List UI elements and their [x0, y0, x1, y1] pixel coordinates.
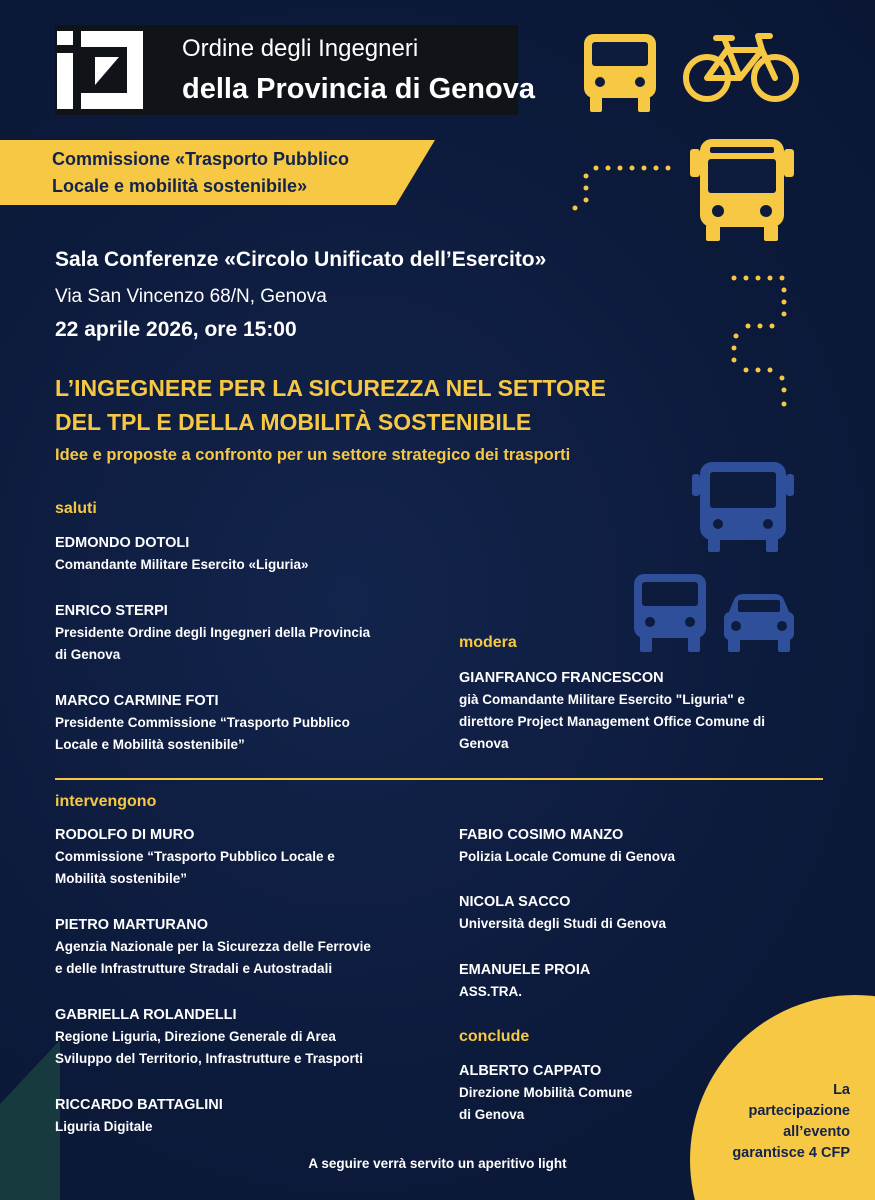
car-front-icon [720, 590, 798, 658]
section-label-intervengono: intervengono [55, 793, 157, 810]
speaker-name: RICCARDO BATTAGLINI [55, 1097, 223, 1113]
speaker-role: Polizia Locale Comune di Genova [459, 849, 676, 864]
speaker-role: di Genova [55, 647, 121, 662]
section-label-saluti: saluti [55, 500, 97, 517]
venue-title: Sala Conferenze «Circolo Unificato dell’Esercito» [55, 248, 547, 271]
section-label-modera: modera [459, 634, 517, 651]
speaker-role: Regione Liguria, Direzione Generale di Area [55, 1029, 336, 1044]
moderator-role: già Comandante Militare Esercito "Liguria" e [459, 692, 745, 707]
speaker-name: PIETRO MARTURANO [55, 917, 209, 933]
cfp-line1: La [833, 1082, 850, 1098]
speaker [459, 824, 819, 868]
speaker-name: RODOLFO DI MURO [55, 827, 195, 843]
speaker-role: di Genova [459, 1107, 525, 1122]
coach-bus-icon [690, 458, 796, 554]
cfp-line3: all’evento [783, 1124, 850, 1140]
venue-address: Via San Vincenzo 68/N, Genova [55, 286, 327, 307]
speaker-role: Agenzia Nazionale per la Sicurezza delle Ferrovie [55, 939, 371, 954]
speaker-name: FABIO COSIMO MANZO [459, 827, 624, 843]
moderator-role: direttore Project Management Office Comune di [459, 714, 766, 729]
section-label-conclude: conclude [459, 1028, 530, 1045]
dotted-route-icon [728, 270, 798, 415]
speaker-name: MARCO CARMINE FOTI [55, 693, 219, 709]
commission-name [52, 146, 412, 200]
speaker [55, 1004, 435, 1070]
bus-front-icon [630, 570, 710, 656]
speaker [55, 824, 435, 890]
commission-line2: Locale e mobilità sostenibile» [52, 176, 308, 196]
speaker-role: Comandante Militare Esercito «Liguria» [55, 557, 309, 572]
section-divider [55, 778, 823, 780]
dotted-route-icon [570, 160, 680, 215]
bicycle-icon [682, 28, 800, 104]
speaker-name: ALBERTO CAPPATO [459, 1063, 602, 1079]
speaker [459, 1060, 689, 1126]
speaker-name: EDMONDO DOTOLI [55, 535, 190, 551]
event-title [55, 371, 695, 439]
org-name-line1: Ordine degli Ingegneri [182, 35, 419, 62]
speaker-name: NICOLA SACCO [459, 894, 571, 910]
event-date: 22 aprile 2026, ore 15:00 [55, 318, 297, 341]
moderator [459, 667, 829, 755]
speaker-role: Sviluppo del Territorio, Infrastrutture e Trasporti [55, 1051, 364, 1066]
speaker-role: ASS.TRA. [459, 984, 523, 999]
org-name-line2: della Provincia di Genova [182, 73, 535, 105]
speaker-name: EMANUELE PROIA [459, 962, 591, 978]
speaker-role: Mobilità sostenibile” [55, 871, 188, 886]
corner-decoration [0, 1040, 60, 1200]
speaker [459, 891, 819, 935]
event-subtitle: Idee e proposte a confronto per un settore strategico dei trasporti [55, 446, 571, 464]
speaker [55, 914, 435, 980]
speaker [55, 532, 435, 576]
speaker-role: Presidente Commissione “Trasporto Pubblico [55, 715, 350, 730]
commission-line1: Commissione «Trasporto Pubblico [52, 149, 350, 169]
speaker-role: e delle Infrastrutture Stradali e Autostradali [55, 961, 333, 976]
speaker [459, 959, 819, 1003]
org-header [55, 25, 535, 115]
footer-note: A seguire verrà servito un aperitivo light [308, 1156, 567, 1171]
speaker-name: GABRIELLA ROLANDELLI [55, 1007, 237, 1023]
moderator-role: Genova [459, 736, 509, 751]
logo-mark-icon [57, 27, 143, 113]
speaker [55, 1094, 435, 1138]
speaker-role: Liguria Digitale [55, 1119, 153, 1134]
speaker [55, 690, 435, 756]
cfp-note [700, 1080, 850, 1164]
event-title-line2: DEL TPL E DELLA MOBILITÀ SOSTENIBILE [55, 409, 532, 435]
cfp-line4: garantisce 4 CFP [732, 1145, 850, 1161]
speaker-role: Commissione “Trasporto Pubblico Locale e [55, 849, 335, 864]
speaker-role: Presidente Ordine degli Ingegneri della Provincia [55, 625, 371, 640]
speaker-role: Università degli Studi di Genova [459, 916, 667, 931]
speaker-name: ENRICO STERPI [55, 603, 168, 619]
speaker-role: Locale e Mobilità sostenibile” [55, 737, 245, 752]
cfp-line2: partecipazione [748, 1103, 850, 1119]
bus-front-icon [580, 30, 660, 114]
event-title-line1: L’INGEGNERE PER LA SICUREZZA NEL SETTORE [55, 375, 606, 401]
speaker [55, 600, 435, 666]
speaker-role: Direzione Mobilità Comune [459, 1085, 633, 1100]
bus-front-icon [686, 135, 798, 243]
moderator-name: GIANFRANCO FRANCESCON [459, 670, 664, 686]
